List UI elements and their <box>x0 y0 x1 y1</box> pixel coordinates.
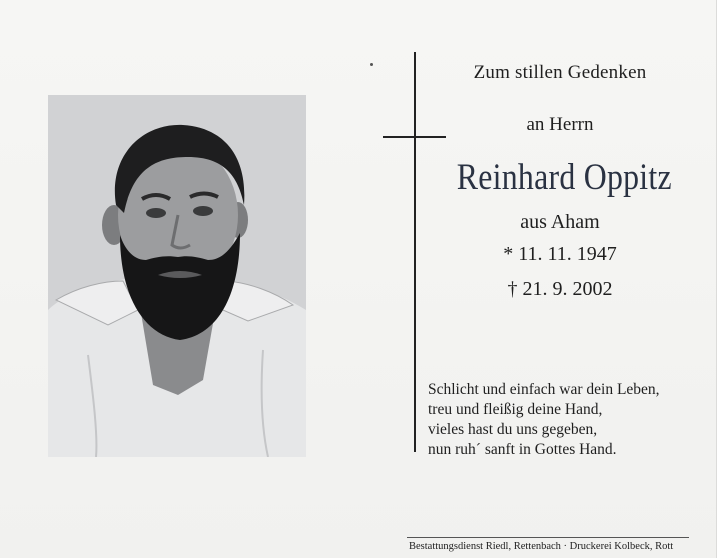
cross-horizontal <box>383 136 446 138</box>
poem-line: Schlicht und einfach war dein Leben, <box>428 381 660 398</box>
salutation: an Herrn <box>526 114 594 135</box>
poem <box>428 380 660 460</box>
heading: Zum stillen Gedenken <box>473 62 647 83</box>
footer-credits: Bestattungsdienst Riedl, Rettenbach · Druckerei Kolbeck, Rott <box>409 541 674 552</box>
birth-date: * 11. 11. 1947 <box>503 243 617 265</box>
paper-speck <box>370 63 373 66</box>
death-date: † 21. 9. 2002 <box>507 278 613 300</box>
deceased-name: Reinhard Oppitz <box>456 157 672 198</box>
cross-vertical <box>414 52 416 452</box>
footer-divider <box>407 537 689 538</box>
poem-line: nun ruh´ sanft in Gottes Hand. <box>428 441 617 458</box>
origin: aus Aham <box>520 211 600 233</box>
portrait-illustration <box>48 95 306 457</box>
portrait-photo <box>48 95 306 457</box>
poem-line: treu und fleißig deine Hand, <box>428 401 603 418</box>
poem-line: vieles hast du uns gegeben, <box>428 421 598 438</box>
